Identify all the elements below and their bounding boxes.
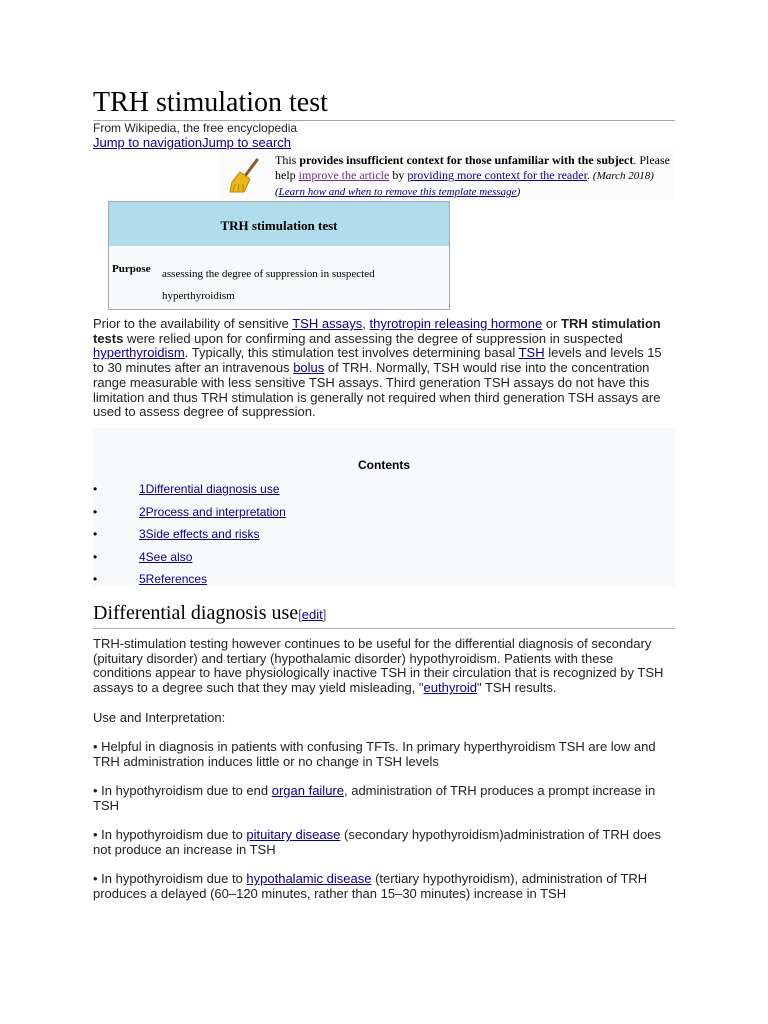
table-of-contents: [93, 428, 675, 586]
bullet-icon: •: [93, 572, 98, 586]
pituitary-disease-link[interactable]: pituitary disease: [246, 827, 341, 842]
thyrotropin-releasing-hormone-link[interactable]: thyrotropin releasing hormone: [369, 316, 543, 331]
use-interpretation-label: Use and Interpretation:: [93, 710, 226, 725]
organ-failure-link[interactable]: organ failure: [271, 783, 344, 798]
tagline: From Wikipedia, the free encyclopedia: [93, 121, 298, 135]
tsh-assays-link[interactable]: TSH assays: [292, 316, 363, 331]
context-notice-box: [220, 150, 675, 200]
bullet-icon: •: [93, 482, 98, 496]
bullet-paragraph-3: • In hypothyroidism due to pituitary disease (secondary hypothyroidism)administration of TRH does not produce an increase in TSH: [93, 827, 661, 857]
page-title: TRH stimulation test: [93, 86, 675, 121]
improve-article-link[interactable]: improve the article: [298, 168, 390, 182]
jump-to-navigation-link[interactable]: Jump to navigation: [93, 135, 203, 150]
toc-title: Contents: [358, 458, 410, 472]
infobox-value: assessing the degree of suppression in suspected hyperthyroidism: [162, 268, 375, 302]
jump-links: [93, 135, 291, 150]
hypothalamic-disease-link[interactable]: hypothalamic disease: [246, 871, 372, 886]
section-paragraph: TRH-stimulation testing however continues to be useful for the differential diagnosis of secondary (pituitary disorder) and tertiary (hypothalamic disorder) hypothyroidism. Patients with these conditions appear to have physiologically inactive TSH in their circulation that is recognized by TSH assays to a degree such that they may yield misleading, "euthyroid" TSH results.: [93, 636, 664, 696]
infobox-label: Purpose: [112, 263, 151, 275]
bullet-icon: •: [93, 527, 98, 541]
toc-link-see-also[interactable]: 4See also: [139, 549, 193, 564]
bolus-link[interactable]: bolus: [293, 360, 325, 376]
bullet-icon: •: [93, 549, 98, 564]
edit-section-link[interactable]: edit: [301, 607, 323, 622]
jump-to-search-link[interactable]: Jump to search: [202, 135, 291, 150]
bullet-icon: •: [93, 504, 98, 519]
euthyroid-link[interactable]: euthyroid: [423, 680, 477, 696]
bullet-paragraph-2: • In hypothyroidism due to end organ failure, administration of TRH produces a prompt increase in TSH: [93, 783, 656, 813]
bullet-paragraph-1: • Helpful in diagnosis in patients with confusing TFTs. In primary hyperthyroidism TSH are low and TRH administration induces little or no change in TSH levels: [93, 739, 656, 769]
intro-paragraph: Prior to the availability of sensitive TSH assays, thyrotropin releasing hormone or TRH stimulation tests were relied upon for confirming and assessing the degree of suppression in suspected hyperthyroidism. Typically, this stimulation test involves determining basal TSH levels and levels 15 to 30 minutes after an intravenous bolus of TRH. Normally, TSH would rise into the concentration range measurable with less sensitive TSH assays. Third generation TSH assays do not have this limitation and thus TRH stimulation is generally not required when third generation TSH assays are used to assess degree of suppression.: [93, 316, 662, 420]
notice-text: This provides insufficient context for those unfamiliar with the subject. Please help improve the article by providing more context for the reader. (March 2018) (Learn how and when to remove this template message): [275, 153, 670, 198]
remove-template-link[interactable]: Learn how and when to remove this template message: [278, 186, 517, 198]
infobox: [108, 201, 450, 310]
infobox-title: TRH stimulation test: [109, 202, 449, 246]
more-context-link[interactable]: providing more context for the reader: [407, 168, 587, 182]
hyperthyroidism-link[interactable]: hyperthyroidism: [93, 345, 185, 361]
toc-link-side-effects[interactable]: 3Side effects and risks: [139, 527, 260, 541]
toc-link-differential-diagnosis[interactable]: 1Differential diagnosis use: [139, 482, 280, 496]
notice-date: (March 2018): [592, 170, 654, 182]
section-heading-differential-diagnosis: Differential diagnosis use[edit]: [93, 600, 675, 629]
edit-section-link-wrapper: [edit]: [298, 607, 327, 622]
toc-link-process[interactable]: 2Process and interpretation: [139, 504, 286, 519]
broom-icon: [226, 156, 266, 196]
toc-link-references[interactable]: 5References: [139, 572, 208, 586]
bullet-paragraph-4: • In hypothyroidism due to hypothalamic disease (tertiary hypothyroidism), administration of TRH produces a delayed (60–120 minutes, rather than 15–30 minutes) increase in TSH: [93, 871, 648, 901]
tsh-link[interactable]: TSH: [518, 345, 545, 361]
